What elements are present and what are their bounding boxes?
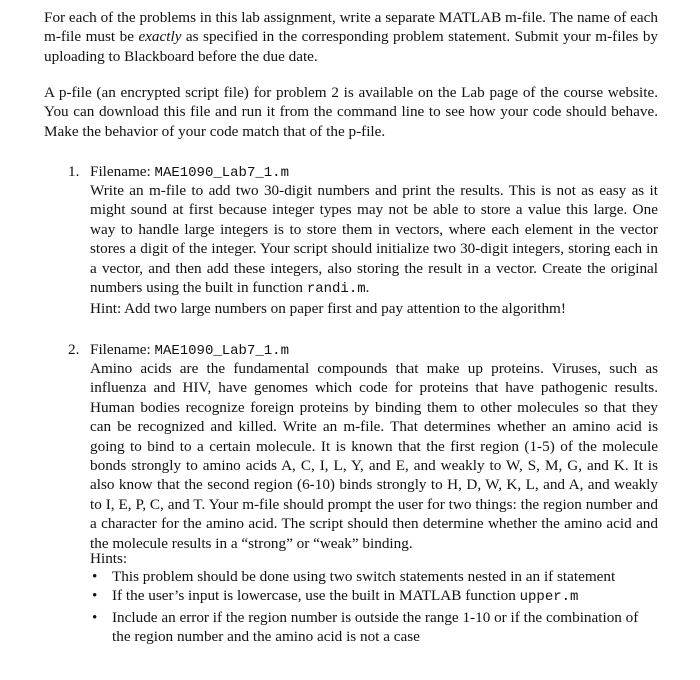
- bullet-icon: •: [92, 587, 98, 605]
- hint-item: [90, 567, 660, 586]
- hint-text: This problem should be done using two switch statements nested in an if statement: [112, 568, 616, 585]
- problem-description: [90, 181, 658, 299]
- problem-number: 1.: [68, 163, 80, 180]
- hint-item: [90, 608, 660, 647]
- filename-label: Filename:: [90, 163, 151, 180]
- hint-text: Include an error if the region number is outside the range 1-10 or if the combination of the region number and the amino acid is not a case: [112, 608, 639, 646]
- filename-code: MAE1090_Lab7_1.m: [154, 343, 289, 359]
- hints-heading: Hints:: [90, 550, 128, 567]
- function-code: randi.m: [306, 281, 366, 298]
- hints-list: [90, 567, 660, 647]
- bullet-icon: •: [92, 568, 98, 585]
- problem-description: Amino acids are the fundamental compounds that make up proteins. Viruses, such as influenza and HIV, have genomes which code for proteins that have pathogenic results. Human bodies recognize foreign proteins by binding them to other molecules so that they can be recognized and killed. Write an m-file. That determines whether an amino acid is going to bind to a certain molecule. It is known that the first region (1-5) of the molecule bonds strongly to amino acids A, C, I, L, Y, and E, and weakly to W, S, M, G, and K. It is also know that the second region (6-10) binds strongly to H, D, W, K, L, and A, and weakly to I, E, P, C, and T. Your m-file should prompt the user for two things: the region number and a character for the amino acid. The script should then determine whether the amino acid and the molecule results in a “strong” or “weak” binding.: [90, 360, 658, 552]
- filename-label: Filename:: [90, 341, 151, 358]
- intro-text-part-1: For each of the problems in this lab assignment, write a separate MATLAB m-file. The name of each m-file must be: [44, 9, 658, 46]
- hint-item: [90, 586, 660, 607]
- intro-paragraph-2: A p-file (an encrypted script file) for problem 2 is available on the Lab page of the course website. You can download this file and run it from the command line to see how your code should behave. Make the behavior of your code match that of the p-file.: [44, 84, 658, 140]
- problem-1-hint: Hint: Add two large numbers on paper first and pay attention to the algorithm!: [90, 300, 566, 317]
- intro-text-part-2: as specified in the corresponding problem statement. Submit your m-files by uploading to Blackboard before the due date.: [44, 28, 659, 65]
- filename-code: MAE1090_Lab7_1.m: [154, 165, 289, 181]
- intro-emphasis-exactly: exactly: [138, 28, 182, 46]
- function-code: upper.m: [519, 589, 579, 606]
- intro-paragraph-1: [44, 8, 658, 66]
- problem-number: 2.: [68, 341, 80, 358]
- problem-text-end: .: [365, 279, 370, 297]
- problem-text: Write an m-file to add two 30-digit numbers and print the results. This is not as easy as it might sound at first because integer types may not be able to store a value this large. One way to handle large integers is to store them in vectors, where each element in the vector stores a digit of the integer. Your script should initialize two 30-digit integers, storing each in a vector, and then add these integers, also storing the result in a vector. Create the original numbers using the built in function: [90, 182, 658, 297]
- bullet-icon: •: [92, 608, 98, 626]
- hint-text: If the user’s input is lowercase, use the built in MATLAB function: [112, 587, 520, 605]
